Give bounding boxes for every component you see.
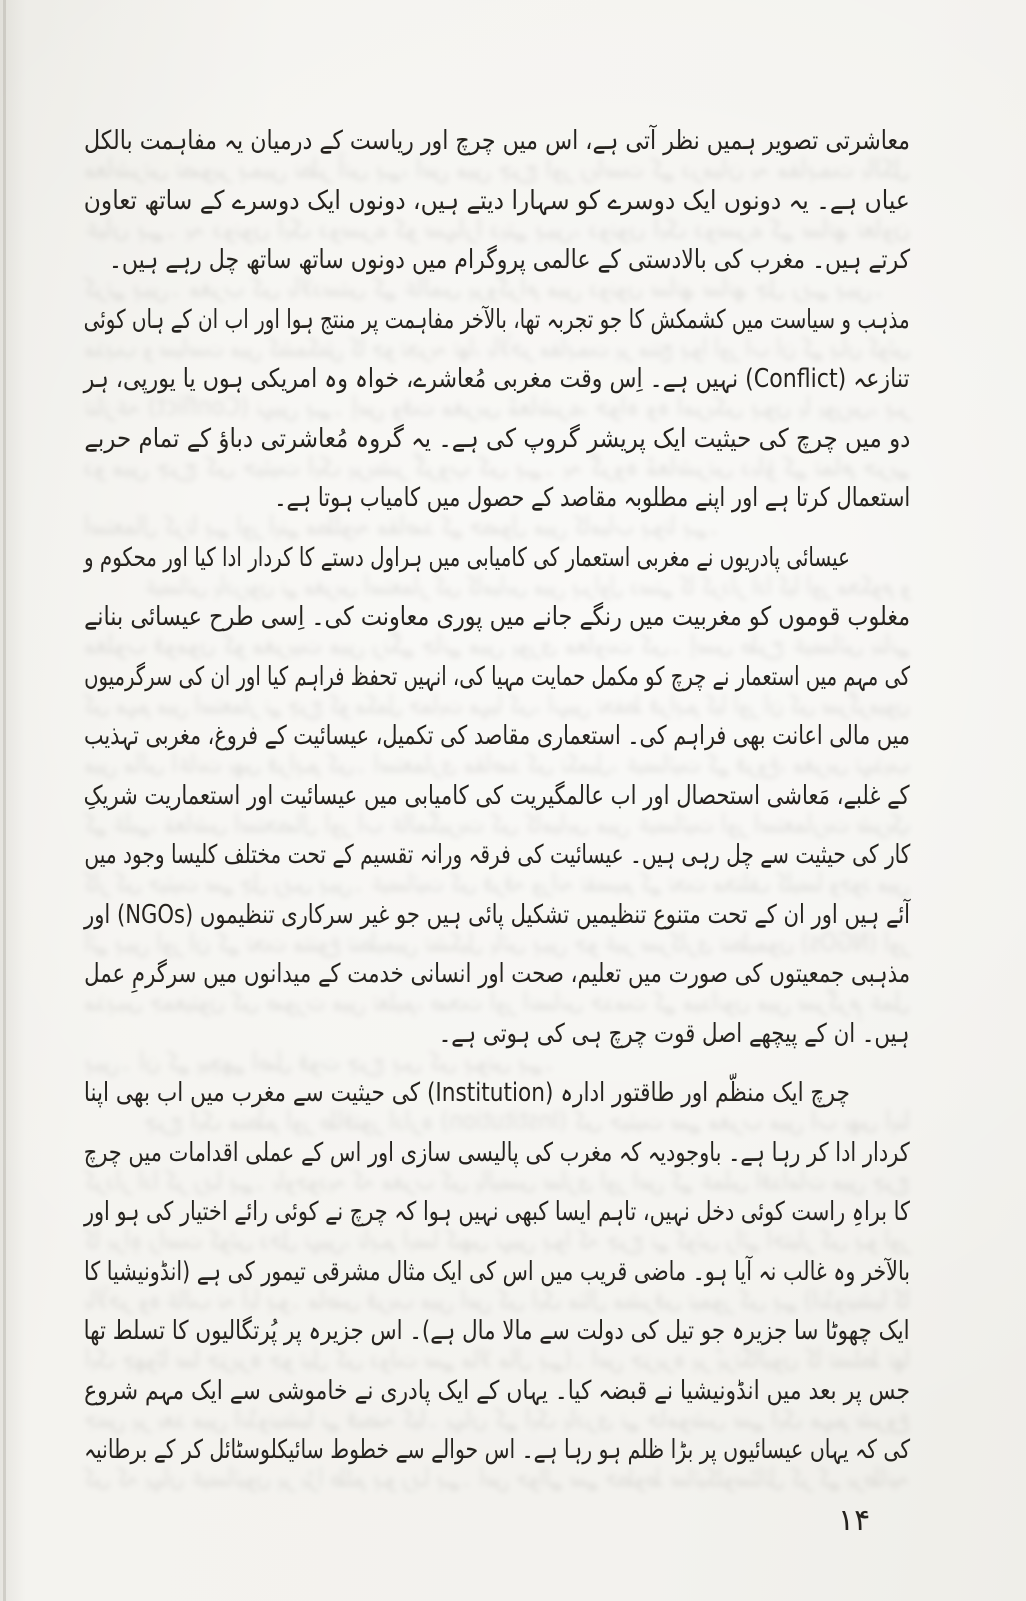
text-line — [84, 1064, 910, 1124]
text-line-content: کا براہِ راست کوئی دخل نہیں، تاہم ایسا کبھی نہیں ہوا کہ چرچ نے کوئی رائے اختیار کی ہو اور — [84, 1225, 910, 1255]
text-line — [84, 529, 910, 589]
text-line-content: کے غلبے، مَعاشی استحصال اور اب عالمگیریت کی کامیابی میں عیسائیت اور استعماریت شریکِ — [84, 780, 910, 811]
text-line-content: تنازعہ (Conflict) نہیں ہے۔ اِس وقت مغربی مُعاشرے، خواہ وہ امریکی ہوں یا یورپی، ہر — [84, 364, 910, 394]
text-line-content: کی مہم میں استعمار نے چرچ کو مکمل حمایت مہیا کی، انہیں تحفظ فراہم کیا اور ان کی سرگرمیوں — [84, 661, 910, 692]
text-line-content: مذہبی جمعیتوں کی صورت میں تعلیم، صحت اور انسانی خدمت کے میدانوں میں سرگرمِ عمل — [84, 959, 910, 989]
text-line-content: عیسائی پادریوں نے مغربی استعمار کی کامیابی میں ہراول دستے کا کردار ادا کیا اور محکوم و — [144, 570, 910, 601]
text-line-content: جس پر بعد میں انڈونیشیا نے قبضہ کیا۔ یہاں کے ایک پادری نے خاموشی سے ایک مہم شروع — [84, 1403, 911, 1434]
text-line-content: معاشرتی تصویر ہمیں نظر آتی ہے، اس میں چرچ اور ریاست کے درمیان یہ مفاہمت بالکل — [84, 126, 910, 156]
text-line — [84, 112, 910, 172]
text-line-content: کا براہِ راست کوئی دخل نہیں، تاہم ایسا کبھی نہیں ہوا کہ چرچ نے کوئی رائے اختیار کی ہو اور — [84, 1197, 910, 1227]
text-line — [84, 826, 910, 886]
text-line — [84, 1183, 910, 1243]
text-line-content: کردار ادا کر رہا ہے۔ باوجودیہ کہ مغرب کی پالیسی سازی اور اس کے عملی اقدامات میں چرچ — [84, 1137, 910, 1168]
text-line-content: کار کی حیثیت سے چل رہی ہیں۔ عیسائیت کی فرقہ ورانہ تقسیم کے تحت مختلف کلیسا وجود میں — [84, 840, 910, 870]
text-line — [84, 1362, 910, 1422]
text-line-content: بالآخر وہ غالب نہ آیا ہو۔ ماضی قریب میں اس کی ایک مثال مشرقی تیمور کی ہے (انڈونیشیا کا — [84, 1256, 910, 1287]
text-line — [84, 172, 910, 232]
text-line-content: کار کی حیثیت سے چل رہی ہیں۔ عیسائیت کی فرقہ ورانہ تقسیم کے تحت مختلف کلیسا وجود میں — [84, 868, 910, 898]
text-line — [84, 291, 910, 351]
text-line-content: آئے ہیں اور ان کے تحت متنوع تنظیمیں تشکیل پائی ہیں جو غیر سرکاری تنظیموں (NGOs) اور — [84, 899, 911, 930]
text-line — [84, 231, 910, 291]
text-line — [84, 767, 910, 827]
text-line-content: عیاں ہے۔ یہ دونوں ایک دوسرے کو سہارا دیتے ہیں، دونوں ایک دوسرے کے ساتھ تعاون — [84, 185, 910, 216]
text-line-content: ایک چھوٹا سا جزیرہ جو تیل کی دولت سے مالا مال ہے)۔ اس جزیرہ پر پُرتگالیوں کا تسلط تھا — [84, 1316, 910, 1346]
text-line — [84, 588, 910, 648]
text-line — [84, 350, 910, 410]
text-line-content: استعمال کرتا ہے اور اپنے مطلوبہ مقاصد کے حصول میں کامیاب ہوتا ہے۔ — [273, 483, 910, 513]
text-line-content: کرتے ہیں۔ مغرب کی بالادستی کے عالمی پروگرام میں دونوں ساتھ ساتھ چل رہے ہیں۔ — [108, 245, 910, 275]
text-line-content: کے غلبے، مَعاشی استحصال اور اب عالمگیریت کی کامیابی میں عیسائیت اور استعماریت شریکِ — [84, 808, 910, 839]
text-line — [84, 707, 910, 767]
text-line-content: کرتے ہیں۔ مغرب کی بالادستی کے عالمی پروگرام میں دونوں ساتھ ساتھ چل رہے ہیں۔ — [84, 273, 886, 303]
text-line — [84, 648, 910, 708]
text-line-content: میں مالی اعانت بھی فراہم کی۔ استعماری مقاصد کی تکمیل، عیسائیت کے فروغ، مغربی تہذیب — [84, 749, 910, 779]
text-line-content: ہیں۔ ان کے پیچھے اصل قوت چرچ ہی کی ہوتی ہے۔ — [439, 1018, 910, 1049]
text-line-content: مذہبی جمعیتوں کی صورت میں تعلیم، صحت اور انسانی خدمت کے میدانوں میں سرگرمِ عمل — [84, 987, 910, 1017]
text-line — [84, 945, 910, 1005]
text-line — [84, 1302, 910, 1362]
text-line-content: معاشرتی تصویر ہمیں نظر آتی ہے، اس میں چرچ اور ریاست کے درمیان یہ مفاہمت بالکل — [84, 154, 910, 184]
text-line-content: آئے ہیں اور ان کے تحت متنوع تنظیمیں تشکیل پائی ہیں جو غیر سرکاری تنظیموں (NGOs) اور — [84, 927, 911, 958]
text-line-content: مغلوب قوموں کو مغربیت میں رنگے جانے میں پوری معاونت کی۔ اِسی طرح عیسائی بنانے — [84, 630, 911, 660]
text-line-content: بالآخر وہ غالب نہ آیا ہو۔ ماضی قریب میں اس کی ایک مثال مشرقی تیمور کی ہے (انڈونیشیا کا — [84, 1284, 910, 1315]
text-line-content: دو میں چرچ کی حیثیت ایک پریشر گروپ کی ہے۔ یہ گروہ مُعاشرتی دباؤ کے تمام حربے — [84, 451, 910, 482]
text-line-content: ایک چھوٹا سا جزیرہ جو تیل کی دولت سے مالا مال ہے)۔ اس جزیرہ پر پُرتگالیوں کا تسلط تھا — [84, 1344, 910, 1374]
text-line — [84, 1005, 910, 1065]
text-line-content: چرچ ایک منظّم اور طاقتور ادارہ (Institution) کی حیثیت سے مغرب میں اب بھی اپنا — [84, 1078, 850, 1108]
text-line-content: جس پر بعد میں انڈونیشیا نے قبضہ کیا۔ یہاں کے ایک پادری نے خاموشی سے ایک مہم شروع — [84, 1375, 910, 1406]
text-line-content: کی کہ یہاں عیسائیوں پر بڑا ظلم ہو رہا ہے۔ اس حوالے سے خطوط سائیکلوسٹائل کر کے برطانیہ — [84, 1435, 910, 1465]
text-line-content: کردار ادا کر رہا ہے۔ باوجودیہ کہ مغرب کی پالیسی سازی اور اس کے عملی اقدامات میں چرچ — [84, 1165, 911, 1196]
text-line-content: کی مہم میں استعمار نے چرچ کو مکمل حمایت مہیا کی، انہیں تحفظ فراہم کیا اور ان کی سرگرمیوں — [84, 689, 911, 720]
text-line — [84, 1243, 910, 1303]
text-line-content: عیسائی پادریوں نے مغربی استعمار کی کامیابی میں ہراول دستے کا کردار ادا کیا اور محکوم و — [84, 542, 850, 573]
text-line-content: ہیں۔ ان کے پیچھے اصل قوت چرچ ہی کی ہوتی ہے۔ — [84, 1046, 555, 1077]
text-line-content: تنازعہ (Conflict) نہیں ہے۔ اِس وقت مغربی مُعاشرے، خواہ وہ امریکی ہوں یا یورپی، ہر — [84, 392, 911, 422]
text-line-content: میں مالی اعانت بھی فراہم کی۔ استعماری مقاصد کی تکمیل، عیسائیت کے فروغ، مغربی تہذیب — [84, 721, 910, 751]
text-line — [84, 469, 910, 529]
text-line-content: دو میں چرچ کی حیثیت ایک پریشر گروپ کی ہے۔ یہ گروہ مُعاشرتی دباؤ کے تمام حربے — [84, 423, 910, 454]
text-line — [84, 1421, 910, 1481]
page-number: ۱۴ — [838, 1503, 871, 1538]
text-line — [84, 410, 910, 470]
text-line — [84, 886, 910, 946]
text-line-content: عیاں ہے۔ یہ دونوں ایک دوسرے کو سہارا دیتے ہیں، دونوں ایک دوسرے کے ساتھ تعاون — [84, 213, 910, 244]
text-line-content: مغلوب قوموں کو مغربیت میں رنگے جانے میں پوری معاونت کی۔ اِسی طرح عیسائی بنانے — [84, 602, 910, 632]
text-line-content: کی کہ یہاں عیسائیوں پر بڑا ظلم ہو رہا ہے۔ اس حوالے سے خطوط سائیکلوسٹائل کر کے برطانیہ — [84, 1463, 910, 1493]
text-line — [84, 1124, 910, 1184]
text-line-content: چرچ ایک منظّم اور طاقتور ادارہ (Institution) کی حیثیت سے مغرب میں اب بھی اپنا — [144, 1106, 911, 1136]
text-line-content: مذہب و سیاست میں کشمکش کا جو تجربہ تھا، بالآخر مفاہمت پر منتج ہوا اور اب ان کے ہاں کوئی — [84, 332, 911, 363]
body-text — [84, 112, 910, 1481]
text-line-content: استعمال کرتا ہے اور اپنے مطلوبہ مقاصد کے حصول میں کامیاب ہوتا ہے۔ — [84, 511, 721, 541]
text-line-content: مذہب و سیاست میں کشمکش کا جو تجربہ تھا، بالآخر مفاہمت پر منتج ہوا اور اب ان کے ہاں کوئی — [84, 304, 910, 335]
